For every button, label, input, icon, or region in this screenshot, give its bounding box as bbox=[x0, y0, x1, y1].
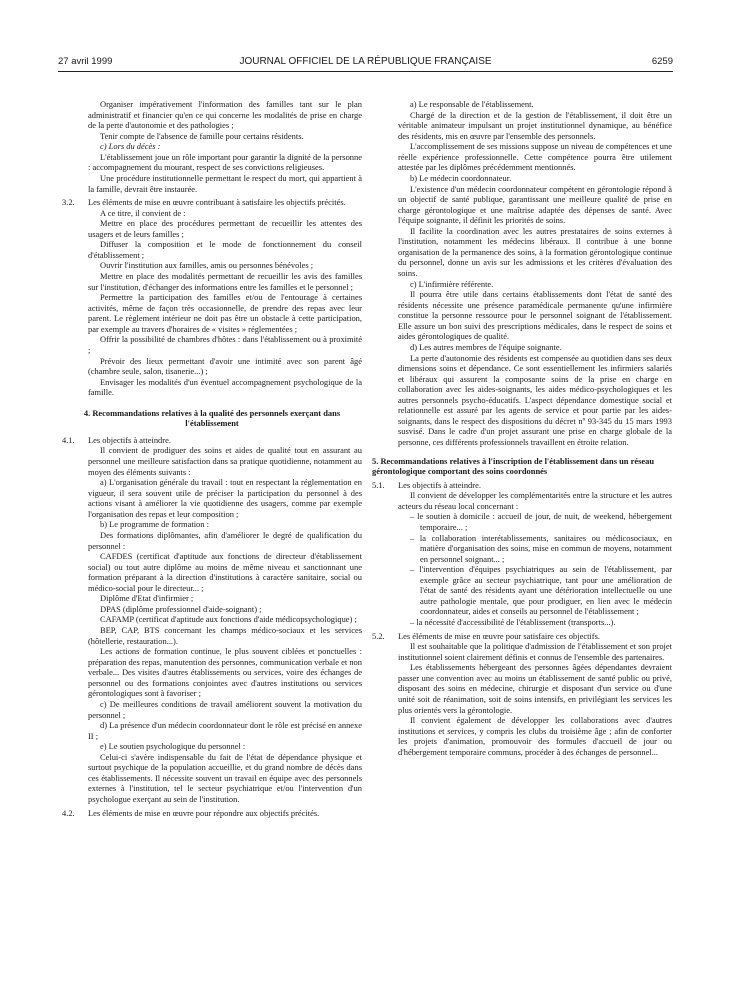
paragraph: BEP, CAP, BTS concernant les champs médico-sociaux et les services (hôtellerie, restauration...). bbox=[88, 625, 362, 646]
paragraph: Mettre en place des procédures permettant de recueillir les attentes des usagers et de leurs familles ; bbox=[88, 218, 362, 239]
paragraph: La perte d'autonomie des résidents est compensée au quotidien dans ses deux dimensions soins et dépendance. Ce sont essentiellement les infirmiers salariés et libéraux qui assurent la composante soins de la prise en charge en collaboration avec les aides-soignants, les aides médico-psychologiques et les autres personnels psycho-éducatifs. L'aspect dépendance domestique social et relationnelle est assuré par les agents de service et pour partie par les aides-soignants, dans le respect des dispositions du décret nº 93-345 du 15 mars 1993 susvisé. Dans le cadre d'un projet assurant une prise en charge globale de la personne, ces différents professionnels travaillent en étroite relation. bbox=[398, 352, 672, 447]
header-rule bbox=[58, 71, 673, 72]
section-5-heading: 5. Recommandations relatives à l'inscription de l'établissement dans un réseau gérontologique comportant des soins coordonnés bbox=[372, 455, 655, 477]
paragraph: b) Le programme de formation : bbox=[100, 519, 209, 530]
paragraph: Des formations diplômantes, afin d'améliorer le degré de qualification du personnel : bbox=[88, 529, 362, 551]
list-item: – la nécessité d'accessibilité de l'établissement (transports...). bbox=[410, 617, 616, 627]
page-header bbox=[58, 56, 673, 70]
section-number: 3.2. bbox=[62, 197, 75, 208]
paragraph: Celui-ci s'avère indispensable du fait de l'état de dépendance physique et surtout psychique de la population accueillie, et du grand nombre de décès dans ces établissements. Il nécessite souvent un travail en équipe avec des personnels externes à l'institution, tel le secteur psychiatrique et/ou l'intervention d'un psychologue exerçant au sein de l'institution. bbox=[88, 751, 362, 804]
paragraph: L'existence d'un médecin coordonnateur compétent en gérontologie répond à un objectif de santé publique, garantissant une meilleure qualité de prise en charge gérontologique et une maîtrise adaptée des dépenses de santé. Avec l'équipe soignante, il définit les priorités de soins. bbox=[398, 183, 672, 226]
section-title: Les éléments de mise en œuvre pour satisfaire ces objectifs. bbox=[398, 630, 600, 641]
paragraph: Permettre la participation des familles et/ou de l'entourage à certaines activités, même de façon très occasionnelle, de prendre des repas avec leur parent. Le règlement intérieur ne doit pas être un obstacle à cette participation, par exemple au travers d'horaires de « visites » réglementées ; bbox=[88, 292, 362, 334]
paragraph: Diffuser la composition et le mode de fonctionnement du conseil d'établissement ; bbox=[88, 239, 362, 260]
paragraph: Il pourra être utile dans certains établissements dont l'état de santé des résidents nécessite une présence paramédicale permanente qu'une infirmière constitue la personne ressource pour le personnel soignant de l'établissement. Elle assure un bon suivi des prescriptions médicales, dans le respect de soins et aides gérontologiques de qualité. bbox=[398, 289, 672, 342]
header-page-number: 6259 bbox=[651, 56, 673, 67]
section-number: 5.1. bbox=[372, 479, 385, 490]
subsection-label: d) Les autres membres de l'équipe soignante. bbox=[410, 341, 562, 352]
paragraph: Les actions de formation continue, le plus souvent ciblées et ponctuelles : préparation des repas, manutention des personnes, communication verbale et non verbale... Des visites d'autres établissements ou services, voire des échanges de personnel ou des formations conjointes avec d'autres institutions ou services gérontologiques sont à favoriser ; bbox=[88, 646, 362, 699]
paragraph: Envisager les modalités d'un éventuel accompagnement psychologique de la famille. bbox=[88, 376, 362, 398]
left-column bbox=[62, 99, 362, 818]
paragraph: Il convient de prodiguer des soins et aides de qualité tout en assurant au personnel une meilleure satisfaction dans sa pratique quotidienne, notamment au moyen des éléments suivants : bbox=[88, 445, 362, 477]
list-item: – la collaboration interétablissements, sanitaires ou médicosociaux, en matière d'organisation des soins, mise en commun de moyens, notamment en personnel soignant... ; bbox=[410, 532, 672, 564]
section-3-2-title bbox=[62, 197, 362, 208]
section-4-heading: 4. Recommandations relatives à la qualité des personnels exerçant dans l'établissement bbox=[83, 407, 341, 429]
subsection-label: c) Lors du décès : bbox=[100, 141, 161, 152]
paragraph: CAFDES (certificat d'aptitude aux fonctions de directeur d'établissement social) ou tout autre diplôme au moins de même niveau et sanctionnant une formation préparant à la direction d'institutions à caractère sanitaire, social ou médico-social pour le directeur... ; bbox=[88, 551, 362, 593]
paragraph: Prévoir des lieux permettant d'avoir une intimité avec son parent âgé (chambre seule, salon, tisanerie...) ; bbox=[88, 355, 362, 377]
paragraph: A ce titre, il convient de : bbox=[100, 207, 186, 218]
paragraph: L'établissement joue un rôle important pour garantir la dignité de la personne : accompagnement du mourant, respect de ses convictions religieuses. bbox=[88, 151, 362, 173]
paragraph: c) De meilleures conditions de travail améliorent souvent la motivation du personnel ; bbox=[88, 698, 362, 720]
section-title: Les éléments de mise en œuvre pour répondre aux objectifs précités. bbox=[88, 807, 320, 818]
section-5-1-title bbox=[372, 480, 672, 491]
section-title: Les éléments de mise en œuvre contribuant à satisfaire les objectifs précités. bbox=[88, 197, 346, 208]
section-number: 4.2. bbox=[62, 807, 75, 818]
paragraph: Les établissements hébergeant des personnes âgées dépendantes devraient passer une convention avec au moins un établissement de santé public ou privé, disposant des soins en médecine, chirurgie et disposant d'un service ou d'une unité soit de réanimation, soit de soins intensifs, en privilégiant les services les plus orientés vers la gérontologie. bbox=[398, 662, 672, 715]
paragraph: Il convient de développer les complémentarités entre la structure et les autres acteurs du réseau local concernant : bbox=[398, 490, 672, 511]
paragraph: Diplôme d'Etat d'infirmier ; bbox=[100, 593, 194, 604]
section-4-2-title bbox=[62, 808, 362, 819]
subsection-label: b) Le médecin coordonnateur. bbox=[410, 172, 512, 183]
paragraph: CAFAMP (certificat d'aptitude aux fonctions d'aide médicopsychologique) ; bbox=[100, 614, 357, 625]
paragraph: Organiser impérativement l'information des familles tant sur le plan administratif et financier qu'en ce qui concerne les modalités de prise en charge de la perte d'autonomie et des pathologies ; bbox=[88, 99, 362, 131]
paragraph: e) Le soutien psychologique du personnel : bbox=[100, 741, 246, 752]
paragraph: L'accomplissement de ses missions suppose un niveau de compétences et une réelle expérience professionnelle. Cette compétence pourra être utilement attestée par les diplômes précédemment mentionnés. bbox=[398, 141, 672, 173]
header-date: 27 avril 1999 bbox=[58, 56, 113, 67]
paragraph: Offrir la possibilité de chambres d'hôtes : dans l'établissement ou à proximité ; bbox=[88, 334, 362, 355]
paragraph: Chargé de la direction et de la gestion de l'établissement, il doit être un véritable animateur impulsant un projet institutionnel dynamique, au bénéfice des résidents, mis en œuvre par l'ensemble des personnels. bbox=[398, 109, 672, 141]
section-4-1-title bbox=[62, 435, 362, 446]
paragraph: d) La présence d'un médecin coordonnateur dont le rôle est précisé en annexe II ; bbox=[88, 720, 362, 741]
paragraph: Il facilite la coordination avec les autres prestataires de soins externes à l'institution, notamment les médecins libéraux. Il contribue à une bonne organisation de la permanence des soins, à la formation gérontologique continue du personnel, donne un avis sur les admissions et les critères d'évaluation des soins. bbox=[398, 225, 672, 278]
section-number: 5.2. bbox=[372, 630, 385, 641]
subsection-label: a) Le responsable de l'établissement. bbox=[410, 99, 534, 109]
paragraph: Ouvrir l'institution aux familles, amis ou personnes bénévoles ; bbox=[100, 260, 314, 271]
section-title: Les objectifs à atteindre. bbox=[88, 434, 171, 445]
section-number: 4.1. bbox=[62, 434, 75, 445]
right-column bbox=[372, 99, 672, 757]
paragraph: Mettre en place des modalités permettant de recueillir les avis des familles sur l'institution, d'échanger des informations entre les familles et le personnel ; bbox=[88, 271, 362, 292]
paragraph: Une procédure institutionnelle permettant le respect du mort, qui appartient à la famille, devrait être instaurée. bbox=[88, 172, 362, 194]
section-5-2-title bbox=[372, 631, 672, 642]
list-item: – le soutien à domicile : accueil de jour, de nuit, de weekend, hébergement temporaire... ; bbox=[410, 511, 672, 532]
paragraph: DPAS (diplôme professionnel d'aide-soignant) ; bbox=[100, 603, 262, 614]
paragraph: Tenir compte de l'absence de famille pour certains résidents. bbox=[100, 130, 304, 141]
header-journal-title: JOURNAL OFFICIEL DE LA RÉPUBLIQUE FRANÇAISE bbox=[239, 56, 492, 67]
paragraph: Il est souhaitable que la politique d'admission de l'établissement et son projet institutionnel soient clairement définis et connus de l'ensemble des partenaires. bbox=[398, 641, 672, 662]
paragraph: Il convient également de développer les collaborations avec d'autres institutions et services, y compris les clubs du troisième âge ; afin de conforter les projets d'animation, promouvoir des formules d'accueil de jour ou d'hébergement temporaire communs, procéder à des échanges de personnel... bbox=[398, 715, 672, 757]
subsection-label: c) L'infirmière référente. bbox=[410, 278, 494, 289]
section-title: Les objectifs à atteindre. bbox=[398, 479, 481, 490]
list-item: – l'intervention d'équipes psychiatriques au sein de l'établissement, par exemple grâce au secteur psychiatrique, tant pour une amélioration de l'état de santé des résidents ayant une détérioration intellectuelle ou une autre pathologie mentale, que pour prodiguer, en lien avec le médecin coordonnateur, aides et conseils au personnel de l'établissement ; bbox=[410, 564, 672, 617]
paragraph: a) L'organisation générale du travail : tout en respectant la réglementation en vigueur, il sera souvent utile de préciser la participation du personnel à des actions visant à améliorer la vie quotidienne des usagers, comme par exemple l'organisation des repas et leur composition ; bbox=[88, 477, 362, 519]
